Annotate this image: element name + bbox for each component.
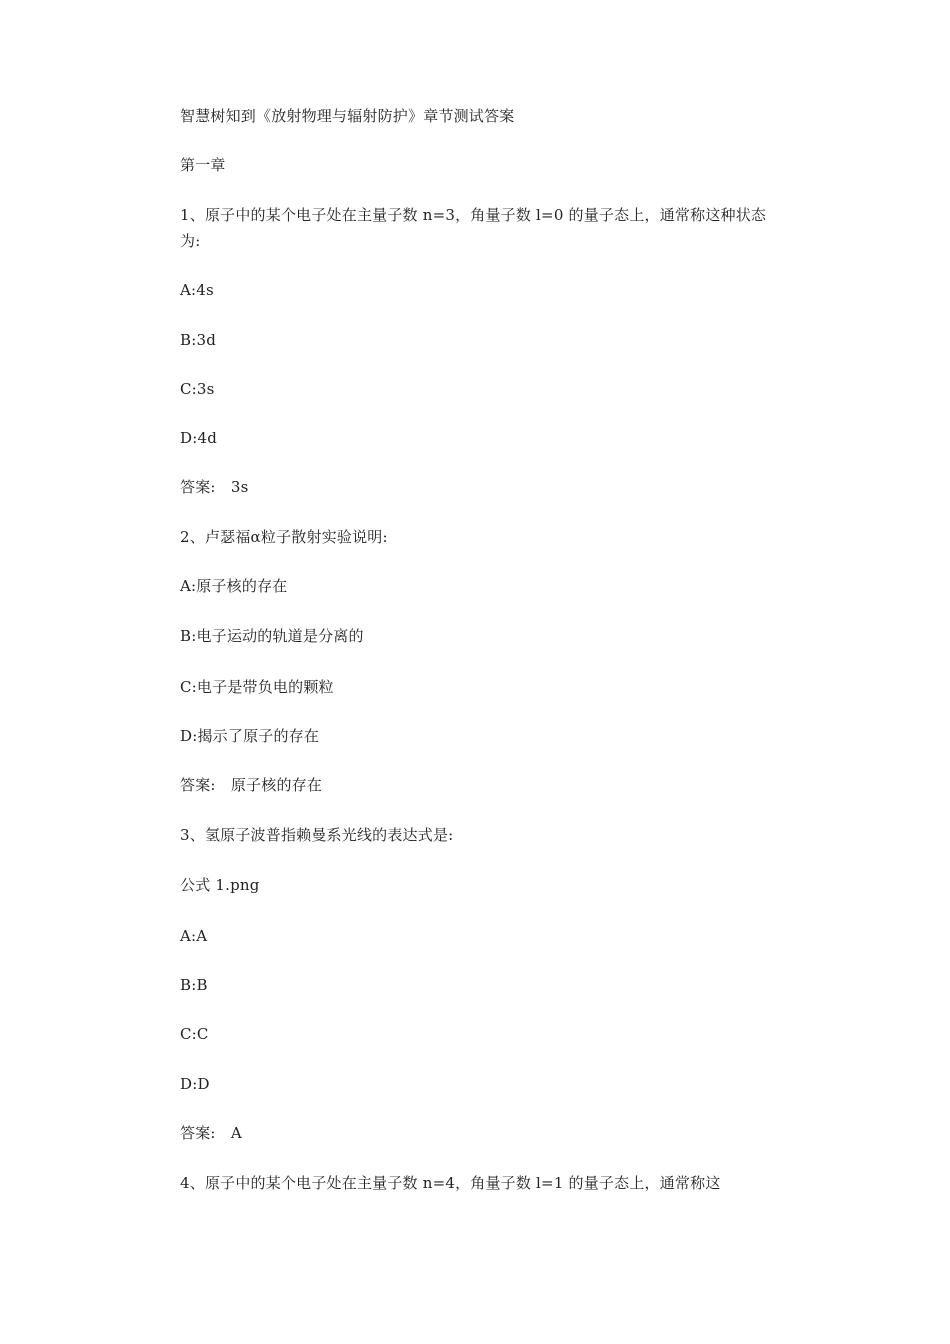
question-2-option-a: A:原子核的存在 [180,577,288,595]
document-title: 智慧树知到《放射物理与辐射防护》章节测试答案 [180,107,515,125]
question-1-option-d: D:4d [180,429,218,447]
question-3-option-b: B:B [180,976,208,994]
question-2-option-c: C:电子是带负电的颗粒 [180,678,334,696]
question-2-option-d: D:揭示了原子的存在 [180,727,320,745]
question-2-option-b: B:电子运动的轨道是分离的 [180,627,364,645]
question-3-option-a: A:A [180,927,208,945]
question-3-option-d: D:D [180,1075,210,1093]
question-4-stem: 4、原子中的某个电子处在主量子数 n=4，角量子数 l=1 的量子态上，通常称这 [180,1174,721,1192]
question-1-answer: 答案: 3s [180,478,249,496]
question-1-option-c: C:3s [180,380,215,398]
chapter-heading: 第一章 [180,156,226,174]
question-1-option-a: A:4s [180,281,214,299]
question-3-option-c: C:C [180,1025,209,1043]
question-2-stem: 2、卢瑟福α粒子散射实验说明: [180,528,388,546]
question-3-answer: 答案: A [180,1124,242,1142]
question-1-stem: 1、原子中的某个电子处在主量子数 n=3，角量子数 l=0 的量子态上，通常称这种状态为: [180,206,767,250]
question-2-answer: 答案: 原子核的存在 [180,776,323,794]
question-1-option-b: B:3d [180,331,217,349]
question-3-formula-image: 公式 1.png [180,876,260,894]
question-3-stem: 3、氢原子波普指赖曼系光线的表达式是: [180,826,454,844]
